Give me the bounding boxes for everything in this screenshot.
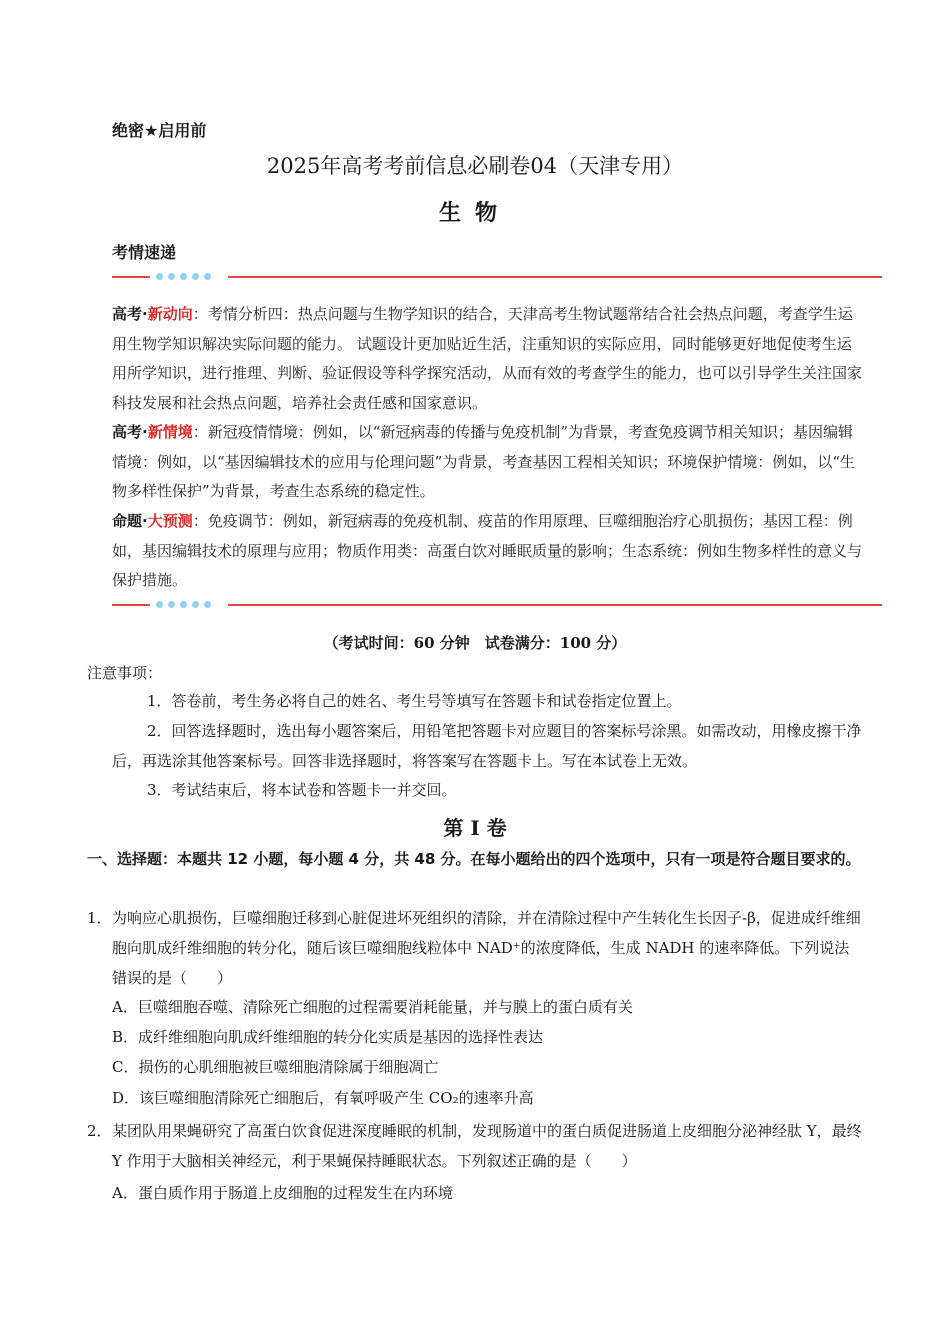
question-stem: 为响应心肌损伤，巨噬细胞迁移到心脏促进坏死组织的清除，并在清除过程中产生转化生长因子-β，促进成纤维细胞向肌成纤维细胞的转分化，随后该巨噬细胞线粒体中 NAD⁺的浓度降低，生成 NADH 的速率降低。下列说法错误的是（ ） — [112, 909, 861, 987]
divider-bottom — [112, 599, 882, 611]
option-c: C．损伤的心肌细胞被巨噬细胞清除属于细胞凋亡 — [112, 1058, 439, 1076]
item-text: ：免疫调节：例如，新冠病毒的免疫机制、疫苗的作用原理、巨噬细胞治疗心肌损伤；基因工程：例如，基因编辑技术的原理与应用；物质作用类：高蛋白饮对睡眠质量的影响；生态系统：例如生物多样性的意义与保护措施。 — [112, 512, 863, 590]
item-text: ：新冠疫情情境：例如，以“新冠病毒的传播与免疫机制”为背景，考查免疫调节相关知识；基因编辑情境：例如，以“基因编辑技术的应用与伦理问题”为背景，考查基因工程相关知识；环境保护情境：例如，以“生物多样性保护”为背景，考查生态系统的稳定性。 — [112, 423, 856, 501]
divider-top — [112, 271, 882, 283]
note-item: 3．考试结束后，将本试卷和答题卡一并交回。 — [147, 781, 457, 799]
section-heading: 一、选择题：本题共 12 小题，每小题 4 分，共 48 分。在每小题给出的四个选项中，只有一项是符合题目要求的。 — [87, 850, 861, 868]
question-number: 1． — [87, 909, 112, 927]
qingbao-item-3 — [112, 507, 862, 596]
paper-title: 2025年高考考前信息必刷卷04（天津专用） — [266, 154, 684, 178]
label-highlight: 新情境 — [147, 423, 193, 441]
note-item: 1．答卷前，考生务必将自己的姓名、考生号等填写在答题卡和试卷指定位置上。 — [147, 692, 682, 710]
option-b: B．成纤维细胞向肌成纤维细胞的转分化实质是基因的选择性表达 — [112, 1028, 544, 1046]
item-text: ：考情分析四：热点问题与生物学知识的结合，天津高考生物试题常结合社会热点问题，考查学生运用生物学知识解决实际问题的能力。 试题设计更加贴近生活，注重知识的实际应用，同时能够更好地促使考生运用所学知识，进行推理、判断、验证假设等科学探究活动，从而有效的考查学生的能力，也可以引导学生关注国家科技发展和社会热点问题，培养社会责任感和国家意识。 — [112, 305, 863, 413]
volume-title: 第 I 卷 — [443, 816, 507, 840]
label-highlight: 大预测 — [147, 512, 193, 530]
notes-title: 注意事项： — [87, 664, 163, 682]
exam-time-info: （考试时间：60 分钟 试卷满分：100 分） — [323, 634, 627, 652]
qingbao-item-2 — [112, 418, 862, 507]
label-prefix: 高考· — [112, 423, 148, 441]
label-prefix: 高考· — [112, 305, 148, 323]
label-highlight: 新动向 — [147, 305, 193, 323]
section-label: 考情速递 — [112, 243, 177, 262]
question-stem: 某团队用果蝇研究了高蛋白饮食促进深度睡眠的机制，发现肠道中的蛋白质促进肠道上皮细胞分泌神经肽 Y，最终 Y 作用于大脑相关神经元，利于果蝇保持睡眠状态。下列叙述正确的是（ ） — [112, 1122, 862, 1170]
option-d: D．该巨噬细胞清除死亡细胞后，有氧呼吸产生 CO₂的速率升高 — [112, 1089, 534, 1107]
option-a: A．蛋白质作用于肠道上皮细胞的过程发生在内环境 — [112, 1184, 453, 1202]
qingbao-item-1 — [112, 300, 862, 419]
note-item: 2．回答选择题时，选出每小题答案后，用铅笔把答题卡对应题目的答案标号涂黑。如需改动，用橡皮擦干净后，再选涂其他答案标号。回答非选择题时，将答案写在答题卡上。写在本试卷上无效。 — [112, 722, 862, 770]
option-a: A．巨噬细胞吞噬、清除死亡细胞的过程需要消耗能量，并与膜上的蛋白质有关 — [112, 998, 633, 1016]
label-prefix: 命题· — [112, 512, 148, 530]
secret-mark: 绝密★启用前 — [112, 121, 207, 140]
subject-title: 生物 — [438, 200, 511, 226]
question-number: 2． — [87, 1122, 112, 1140]
